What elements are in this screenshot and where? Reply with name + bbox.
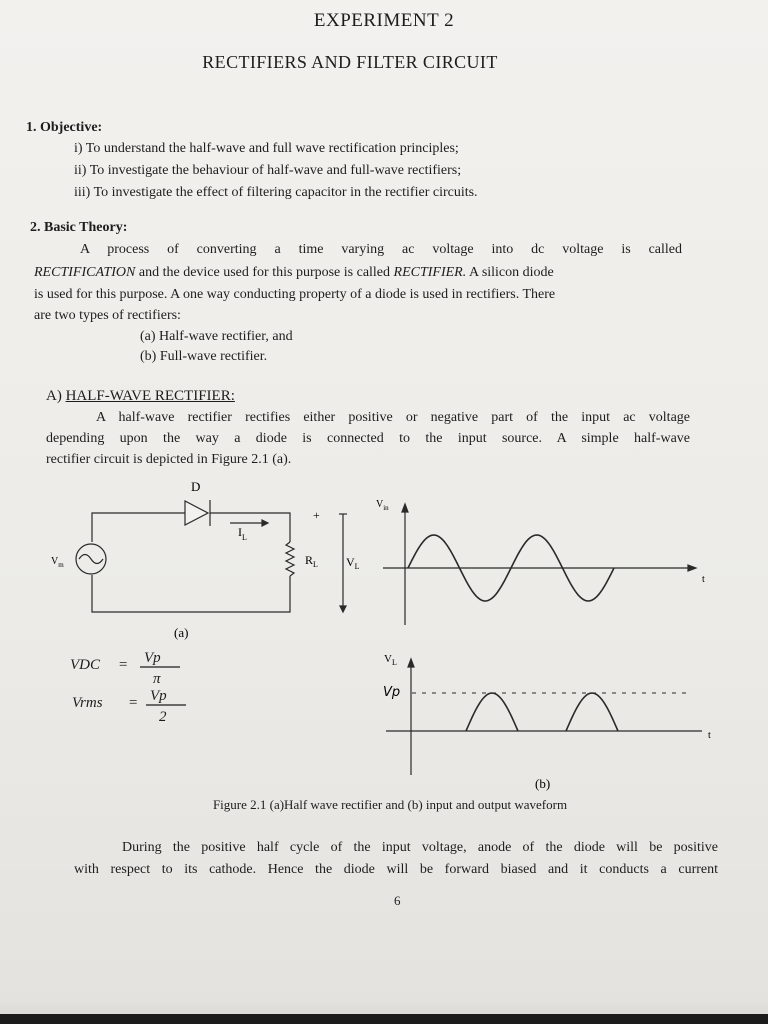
- eq1-lhs: VDC: [70, 657, 100, 673]
- t-axis-label-input: t: [702, 574, 705, 585]
- rectified-wave: [466, 693, 618, 731]
- theory-line-1: A process of converting a time varying ac voltage into dc voltage is called: [80, 242, 682, 257]
- objective-heading: 1. Objective:: [26, 120, 103, 135]
- rectifier-type-b: (b) Full-wave rectifier.: [140, 349, 268, 364]
- page-number: 6: [394, 893, 401, 908]
- handwritten-equations: [70, 650, 186, 725]
- resistor-symbol: [286, 542, 294, 576]
- plus-label: +: [313, 508, 320, 522]
- eq1-sign: =: [118, 657, 129, 673]
- document-title: RECTIFIERS AND FILTER CIRCUIT: [202, 52, 498, 72]
- t-axis-label-output: t: [708, 730, 711, 741]
- half-wave-line-1: A half-wave rectifier rectifies either positive or negative part of the input ac voltage: [96, 410, 690, 425]
- source-label: $V_m$: [51, 556, 64, 569]
- vl-axis-label: $V_L$: [384, 653, 397, 667]
- theory-line-2: RECTIFICATION and the device used for this purpose is called RECTIFIER. A silicon diode: [34, 265, 554, 280]
- diode-label: D: [191, 479, 201, 494]
- figure-2-1: [0, 470, 768, 815]
- scan-edge: [0, 1014, 768, 1024]
- load-voltage-label: $V_L$: [346, 555, 360, 571]
- current-label: $I_L$: [238, 525, 247, 542]
- figure-label-a: (a): [174, 625, 189, 640]
- vin-axis-label: $V_{in}$: [376, 499, 389, 512]
- eq2-numerator: Vp: [150, 688, 167, 704]
- objective-item-1: i) To understand the half-wave and full wave rectification principles;: [74, 141, 459, 156]
- half-wave-heading: A) HALF-WAVE RECTIFIER:: [46, 388, 235, 404]
- objective-item-2: ii) To investigate the behaviour of half-wave and full-wave rectifiers;: [74, 163, 462, 178]
- figure-caption: Figure 2.1 (a)Half wave rectifier and (b) input and output waveform: [212, 797, 568, 812]
- input-waveform-plot: [383, 504, 696, 625]
- term-rectification: RECTIFICATION: [34, 265, 136, 280]
- theory-heading: 2. Basic Theory:: [30, 220, 128, 235]
- theory-line-4: are two types of rectifiers:: [34, 308, 181, 323]
- theory-line-3: is used for this purpose. A one way conducting property of a diode is used in rectifiers. There: [34, 287, 556, 302]
- vp-label: Vp: [383, 685, 401, 700]
- diode-symbol: [185, 501, 208, 525]
- half-wave-line-3: rectifier circuit is depicted in Figure 2.1 (a).: [46, 452, 292, 467]
- eq1-denominator: π: [153, 671, 161, 687]
- term-rectifier: RECTIFIER.: [393, 265, 467, 280]
- closing-line-1: During the positive half cycle of the input voltage, anode of the diode will be positive: [122, 840, 718, 855]
- figure-label-b: (b): [535, 776, 551, 791]
- output-waveform-plot: [386, 659, 702, 775]
- eq1-numerator: Vp: [144, 650, 161, 666]
- eq2-lhs: Vrms: [72, 695, 103, 711]
- eq2-denominator: 2: [159, 709, 167, 725]
- closing-line-2: with respect to its cathode. Hence the diode will be forward biased and it conducts a current: [74, 862, 718, 877]
- objective-item-3: iii) To investigate the effect of filtering capacitor in the rectifier circuits.: [74, 185, 478, 200]
- experiment-number: EXPERIMENT 2: [313, 10, 455, 31]
- eq2-sign: =: [128, 695, 139, 711]
- rectifier-type-a: (a) Half-wave rectifier, and: [140, 329, 293, 344]
- half-wave-line-2: depending upon the way a diode is connected to the input source. A simple half-wave: [46, 431, 690, 446]
- resistor-label: $R_L$: [305, 553, 318, 569]
